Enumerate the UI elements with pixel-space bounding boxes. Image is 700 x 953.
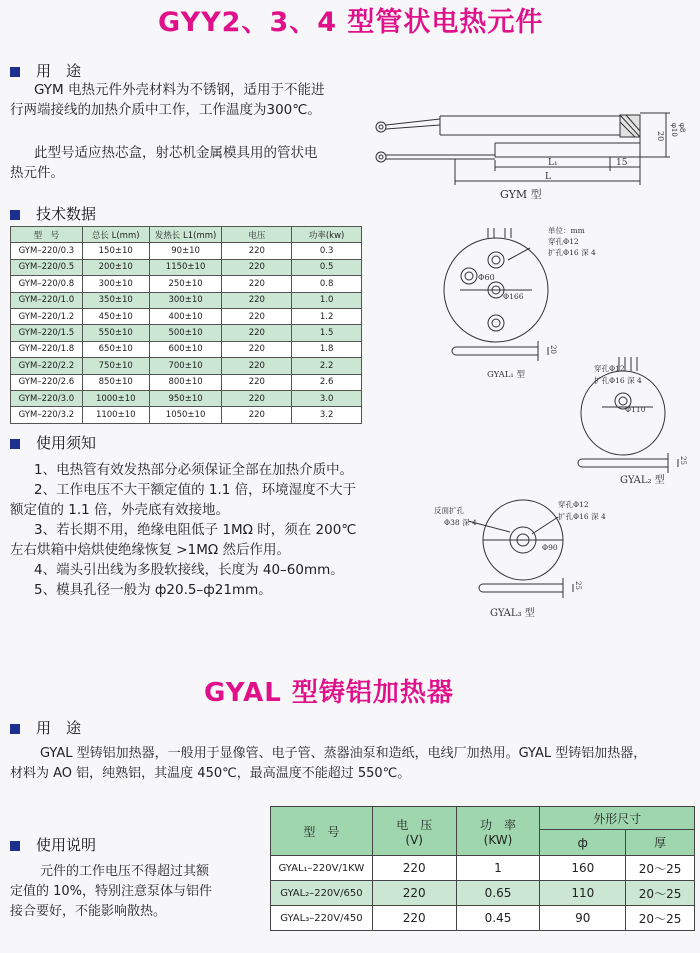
section-tech-heading: [10, 203, 96, 224]
spec-cell: GYM–220/1.2: [11, 308, 83, 324]
section-usage2-heading: [10, 717, 81, 738]
spec-cell: 1000±10: [82, 390, 149, 406]
dim-label-20: 20: [656, 131, 665, 142]
spec-cell: 0.8: [292, 276, 362, 292]
spec-cell: GYM–220/0.5: [11, 259, 83, 275]
table-row: [11, 243, 362, 259]
spec-cell: GYM–220/3.2: [11, 407, 83, 423]
gyal3-hole16: 扩孔Φ16 深 4: [558, 512, 606, 521]
spec-cell: 350±10: [82, 292, 149, 308]
table-row: [11, 341, 362, 357]
spec-cell: 2.2: [292, 358, 362, 374]
spec-cell: 220: [222, 341, 292, 357]
spec-cell: 220: [222, 292, 292, 308]
page-title: GYY2、3、4 型管状电热元件: [158, 7, 544, 38]
gyal-cell-power: 0.65: [456, 881, 540, 906]
instr-line: 元件的工作电压不得超过其额: [40, 864, 210, 879]
spec-cell: 550±10: [82, 325, 149, 341]
spec-table: [10, 226, 362, 424]
table-row: [11, 259, 362, 275]
spec-header-model: 型 号: [11, 227, 83, 243]
gyal-header-voltage-unit: (V): [405, 832, 423, 847]
usage-line-1: GYM 电热元件外壳材料为不锈钢，适用于不能进: [34, 82, 325, 98]
spec-cell: 300±10: [149, 292, 222, 308]
table-row: [271, 881, 695, 906]
spec-cell: 220: [222, 390, 292, 406]
table-row: [11, 308, 362, 324]
gyal1-hole16: 扩孔Φ16 深 4: [548, 248, 596, 257]
gyal-header-power: [456, 807, 540, 856]
spec-cell: 220: [222, 243, 292, 259]
spec-cell: 250±10: [149, 276, 222, 292]
spec-cell: 220: [222, 358, 292, 374]
table-row: [11, 276, 362, 292]
spec-cell: 220: [222, 276, 292, 292]
note-line: 3、若长期不用，绝缘电阻低子 1MΩ 时，须在 200℃: [34, 522, 357, 538]
spec-cell: GYM–220/1.0: [11, 292, 83, 308]
note-line: 5、模具孔径一般为 ф20.5–ф21mm。: [34, 582, 272, 598]
section-notes-heading: [10, 432, 96, 453]
spec-cell: GYM–220/2.2: [11, 358, 83, 374]
spec-cell: 0.3: [292, 243, 362, 259]
spec-cell: 2.6: [292, 374, 362, 390]
spec-cell: 220: [222, 308, 292, 324]
gyal2-drawing: [578, 357, 678, 473]
dim-label-d10: φ10: [670, 123, 678, 137]
gyal-usage-paragraph: [10, 744, 700, 784]
instr-line: 接合要好，不能影响散热。: [10, 904, 167, 919]
spec-cell: 300±10: [82, 276, 149, 292]
table-row: [11, 390, 362, 406]
spec-cell: 3.2: [292, 407, 362, 423]
spec-header-power: 功率(kw): [292, 227, 362, 243]
spec-cell: 220: [222, 374, 292, 390]
gyal-header-power-unit: (KW): [483, 832, 513, 847]
table-row: [11, 407, 362, 423]
gyal-header-power-label: 功 率: [479, 817, 516, 832]
section-notes-label: 使用须知: [36, 434, 97, 452]
gyal2-dim25: 25: [679, 456, 687, 465]
dim-label-l1: L₁: [548, 158, 558, 168]
gyal-cell-thick: 20～25: [626, 856, 695, 881]
table-row: [11, 325, 362, 341]
gyal3-rev-depth: Φ38 深 4: [444, 518, 477, 527]
spec-cell: 500±10: [149, 325, 222, 341]
gyal-cell-model: GYAL₃–220V/450: [271, 906, 373, 931]
table-row: [271, 856, 695, 881]
gyal3-hole12: 穿孔Φ12: [558, 500, 589, 509]
spec-cell: 200±10: [82, 259, 149, 275]
section-instr-heading: [10, 834, 96, 855]
spec-cell: 800±10: [149, 374, 222, 390]
gyal-cell-thick: 20～25: [626, 906, 695, 931]
gyal3-rev-hole: 反面扩孔: [434, 506, 464, 515]
usage-paragraph-2: [10, 143, 370, 183]
note-line: 1、电热管有效发热部分必须保证全部在加热介质中。: [34, 462, 354, 478]
bullet-square-icon: [10, 841, 20, 851]
spec-cell: GYM–220/0.3: [11, 243, 83, 259]
spec-cell: 1050±10: [149, 407, 222, 423]
section-usage2-label: 用 途: [36, 719, 82, 737]
usage-paragraph: [10, 80, 370, 120]
usage2-line-2: 热元件。: [10, 165, 64, 181]
instr-paragraph: [10, 862, 280, 922]
spec-cell: GYM–220/0.8: [11, 276, 83, 292]
note-line: 额定值的 1.1 倍，外壳底有效接地。: [10, 502, 230, 518]
table-row: [11, 292, 362, 308]
gyal1-d60: Φ60: [478, 273, 495, 282]
spec-cell: 1.2: [292, 308, 362, 324]
dim-label-l: L: [545, 172, 551, 182]
spec-cell: 3.0: [292, 390, 362, 406]
gyal1-d166: Φ166: [503, 292, 524, 301]
spec-cell: 1150±10: [149, 259, 222, 275]
spec-cell: 750±10: [82, 358, 149, 374]
section-tech-label: 技术数据: [36, 205, 97, 223]
spec-cell: 850±10: [82, 374, 149, 390]
spec-cell: GYM–220/1.5: [11, 325, 83, 341]
gyal1-caption: GYAL₁ 型: [487, 370, 525, 380]
gyal3-caption: GYAL₃ 型: [490, 608, 535, 619]
table-row: [11, 374, 362, 390]
dim-label-15: 15: [616, 158, 628, 168]
section-usage-label: 用 途: [36, 62, 82, 80]
gyal-usage-line-2: 材料为 AO 铝，纯熟铝，其温度 450℃，最高温度不能超过 550℃。: [10, 766, 411, 781]
gyal-header-voltage-label: 电 压: [396, 817, 433, 832]
spec-cell: 1.5: [292, 325, 362, 341]
spec-cell: 1100±10: [82, 407, 149, 423]
spec-header-length: 总长 L(mm): [82, 227, 149, 243]
spec-cell: 220: [222, 407, 292, 423]
usage-line-2: 行两端接线的加热介质中工作，工作温度为300℃。: [10, 102, 321, 118]
gyal-header-model: 型 号: [271, 807, 373, 856]
bullet-square-icon: [10, 210, 20, 220]
gyal3-dim25: 25: [574, 581, 582, 590]
gyal2-hole16: 扩孔Φ16 深 4: [594, 376, 642, 385]
table-row: [271, 906, 695, 931]
spec-header-voltage: 电压: [222, 227, 292, 243]
gyal-header-phi: ф: [540, 830, 626, 856]
gym-caption: GYM 型: [500, 188, 542, 201]
table-row: [11, 358, 362, 374]
spec-cell: 220: [222, 325, 292, 341]
gyal-cell-model: GYAL₂–220V/650: [271, 881, 373, 906]
usage2-line-1: 此型号适应热芯盒，射芯机金属模具用的管状电: [34, 145, 318, 161]
gyal-table: [270, 806, 695, 931]
notes-paragraph: [10, 460, 380, 600]
instr-line: 定值的 10%，特别注意泵体与铝件: [10, 884, 213, 899]
bullet-square-icon: [10, 67, 20, 77]
gyal-cell-volt: 220: [372, 881, 456, 906]
unit-label: 单位：mm: [548, 226, 585, 235]
section-title-gyal: GYAL 型铸铝加热器: [204, 678, 454, 708]
spec-header-row: [11, 227, 362, 243]
note-line: 左右烘箱中焙烘使绝缘恢复 >1MΩ 然后作用。: [10, 542, 290, 558]
dim-label-d8: φ8: [678, 123, 686, 133]
spec-cell: 1.8: [292, 341, 362, 357]
gyal-cell-phi: 160: [540, 856, 626, 881]
spec-cell: GYM–220/3.0: [11, 390, 83, 406]
note-line: 2、工作电压不大干额定值的 1.1 倍，环境湿度不大于: [34, 482, 357, 498]
spec-cell: 600±10: [149, 341, 222, 357]
gyal3-d90: Φ90: [542, 543, 558, 552]
spec-cell: 220: [222, 259, 292, 275]
spec-cell: 450±10: [82, 308, 149, 324]
spec-cell: GYM–220/1.8: [11, 341, 83, 357]
spec-cell: 700±10: [149, 358, 222, 374]
spec-cell: 150±10: [82, 243, 149, 259]
section-usage-heading: [10, 60, 81, 81]
spec-cell: 950±10: [149, 390, 222, 406]
spec-cell: 0.5: [292, 259, 362, 275]
gyal-cell-model: GYAL₁–220V/1KW: [271, 856, 373, 881]
gyal2-d110: Φ110: [625, 405, 646, 414]
gyal1-hole12: 穿孔Φ12: [548, 237, 579, 246]
note-line: 4、端头引出线为多股软接线，长度为 40–60mm。: [34, 562, 344, 578]
gyal2-hole12: 穿孔Φ12: [594, 364, 625, 373]
gyal1-dim20: 20: [549, 345, 557, 354]
spec-cell: 400±10: [149, 308, 222, 324]
spec-cell: 90±10: [149, 243, 222, 259]
spec-cell: 650±10: [82, 341, 149, 357]
technical-drawings: [370, 95, 695, 630]
spec-header-heat-length: 发热长 L1(mm): [149, 227, 222, 243]
gyal-cell-phi: 90: [540, 906, 626, 931]
gyal-usage-line-1: GYAL 型铸铝加热器，一般用于显像管、电子管、蒸器油泵和造纸，电线厂加热用。GYAL 型铸铝加热器，: [40, 746, 647, 761]
spec-cell: GYM–220/2.6: [11, 374, 83, 390]
gyal2-caption: GYAL₂ 型: [620, 475, 665, 486]
gyal-header-voltage: [372, 807, 456, 856]
bullet-square-icon: [10, 724, 20, 734]
gyal-cell-phi: 110: [540, 881, 626, 906]
gyal-cell-power: 0.45: [456, 906, 540, 931]
gyal1-drawing: [444, 228, 548, 361]
gyal-cell-thick: 20～25: [626, 881, 695, 906]
gyal-cell-volt: 220: [372, 856, 456, 881]
section-instr-label: 使用说明: [36, 836, 97, 854]
gyal-header-size: 外形尺寸: [540, 807, 695, 830]
gyal-cell-power: 1: [456, 856, 540, 881]
gym-tube-drawing: [376, 113, 670, 185]
gyal-cell-volt: 220: [372, 906, 456, 931]
bullet-square-icon: [10, 439, 20, 449]
spec-cell: 1.0: [292, 292, 362, 308]
gyal-header-thick: 厚: [626, 830, 695, 856]
